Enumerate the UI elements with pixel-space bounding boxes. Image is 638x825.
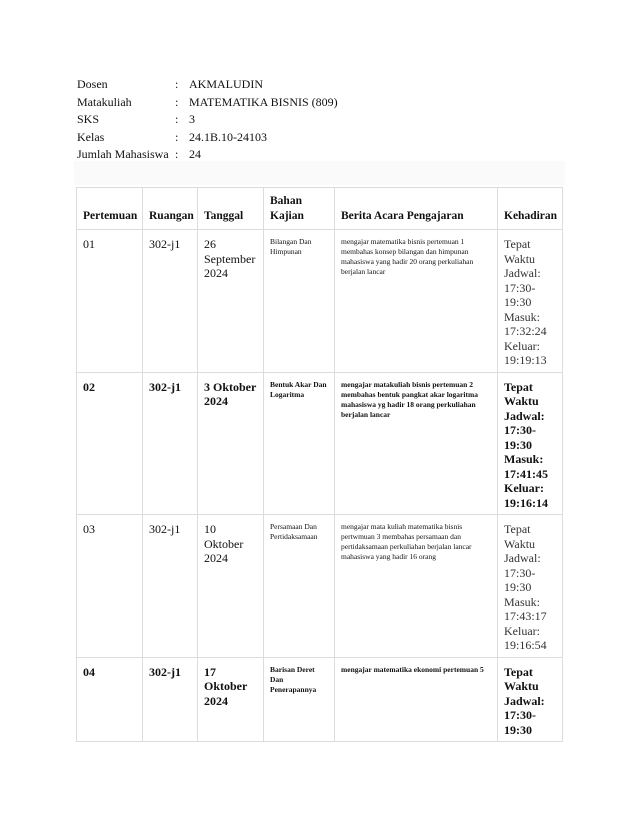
cell-kehadiran (498, 230, 563, 373)
table-row (77, 515, 563, 658)
schedule-time: 17:30-19:30 (504, 565, 536, 594)
column-header-berita-acara: Berita Acara Pengajaran (335, 188, 498, 230)
cell-berita-acara: mengajar mata kuliah matematika bisnis pertwmuan 3 membahas persamaan dan pertidaksamaan perkuliahan berjalan lancar mahasiswa yang hadir 16 orang (335, 515, 498, 658)
cell-kehadiran (498, 372, 563, 515)
check-out-label: Keluar: (504, 481, 544, 495)
attendance-status: Tepat Waktu (504, 379, 539, 408)
cell-ruangan: 302-j1 (143, 515, 198, 658)
info-row-sks (77, 111, 565, 129)
cell-bahan-kajian: Barisan Deret Dan Penerapannya (264, 657, 335, 742)
column-header-bahan-kajian: Bahan Kajian (264, 188, 335, 230)
cell-tanggal: 10 Oktober 2024 (198, 515, 264, 658)
table-row (77, 657, 563, 742)
info-value-kelas: 24.1B.10-24103 (189, 129, 267, 144)
info-value-jumlah-mahasiswa: 24 (189, 147, 201, 161)
info-label: Kelas (77, 129, 105, 144)
cell-berita-acara: mengajar matakuliah bisnis pertemuan 2 membahas bentuk pangkat akar logaritma mahasiswa yg hadir 18 orang perkuliahan berjalan lancar (335, 372, 498, 515)
schedule-time: 17:30-19:30 (504, 423, 536, 452)
schedule-label: Jadwal: (504, 551, 541, 565)
info-label: SKS (77, 112, 100, 126)
info-value-dosen: AKMALUDIN (189, 77, 263, 91)
info-separator: : (175, 77, 179, 91)
cell-pertemuan: 04 (77, 657, 143, 742)
check-in-label: Masuk: (504, 452, 544, 466)
schedule-time: 17:30-19:30 (504, 708, 536, 737)
schedule-label: Jadwal: (504, 266, 541, 280)
check-in-label: Masuk: (504, 309, 540, 324)
cell-bahan-kajian: Bentuk Akar Dan Logaritma (264, 372, 335, 515)
check-in-time: 17:41:45 (504, 466, 548, 481)
table-row (77, 230, 563, 373)
info-label: Dosen (77, 77, 108, 91)
column-header-pertemuan: Pertemuan (77, 188, 143, 230)
cell-tanggal: 17 Oktober 2024 (198, 657, 264, 742)
info-row-kelas (77, 129, 565, 147)
attendance-table (76, 187, 563, 742)
info-label: Matakuliah (77, 94, 132, 109)
check-out-time: 19:16:14 (504, 495, 548, 510)
attendance-status: Tepat Waktu (504, 664, 539, 693)
cell-kehadiran (498, 515, 563, 658)
schedule-time: 17:30-19:30 (504, 280, 536, 309)
cell-ruangan: 302-j1 (143, 230, 198, 373)
cell-pertemuan: 01 (77, 230, 143, 373)
table-header-row (77, 188, 563, 230)
cell-tanggal: 26 September 2024 (198, 230, 264, 373)
cell-tanggal: 3 Oktober 2024 (198, 372, 264, 515)
cell-bahan-kajian: Persamaan Dan Pertidaksamaan (264, 515, 335, 658)
info-value-sks: 3 (189, 112, 195, 126)
info-separator: : (175, 94, 179, 109)
info-value-matakuliah: MATEMATIKA BISNIS (809) (189, 94, 338, 109)
check-in-time: 17:32:24 (504, 324, 547, 338)
check-out-time: 19:19:13 (504, 353, 547, 367)
check-out-time: 19:16:54 (504, 638, 547, 652)
column-header-ruangan: Ruangan (143, 188, 198, 230)
cell-ruangan: 302-j1 (143, 657, 198, 742)
info-row-matakuliah (77, 94, 565, 112)
info-label: Jumlah Mahasiswa (77, 147, 169, 161)
schedule-label: Jadwal: (504, 693, 545, 708)
cell-bahan-kajian: Bilangan Dan Himpunan (264, 230, 335, 373)
attendance-status: Tepat Waktu (504, 237, 536, 266)
schedule-label: Jadwal: (504, 408, 545, 423)
info-row-dosen (77, 76, 565, 94)
check-out-label: Keluar: (504, 623, 540, 638)
check-out-label: Keluar: (504, 338, 540, 353)
check-in-label: Masuk: (504, 594, 540, 609)
info-separator: : (175, 129, 179, 144)
column-header-kehadiran: Kehadiran (498, 188, 563, 230)
attendance-status: Tepat Waktu (504, 522, 536, 551)
cell-kehadiran (498, 657, 563, 742)
info-separator: : (175, 112, 179, 126)
info-separator: : (175, 147, 179, 161)
cell-berita-acara: mengajar matematika ekonomi pertemuan 5 (335, 657, 498, 742)
course-info (77, 76, 565, 164)
cell-pertemuan: 02 (77, 372, 143, 515)
cell-ruangan: 302-j1 (143, 372, 198, 515)
cell-berita-acara: mengajar matematika bisnis pertemuan 1 membahas konsep bilangan dan himpunan mahasiswa yang hadir 20 orang perkuliahan berjalan lancar (335, 230, 498, 373)
column-header-tanggal: Tanggal (198, 188, 264, 230)
check-in-time: 17:43:17 (504, 609, 547, 623)
cell-pertemuan: 03 (77, 515, 143, 658)
table-row (77, 372, 563, 515)
header-divider-band (74, 161, 565, 185)
